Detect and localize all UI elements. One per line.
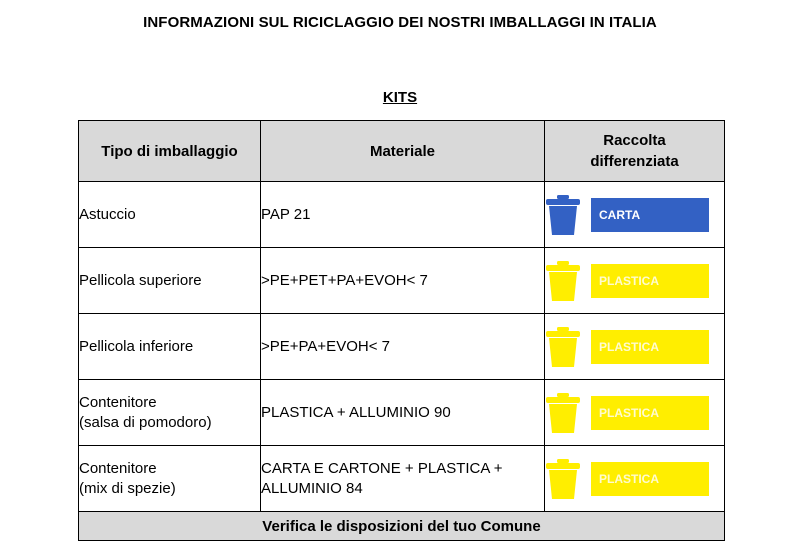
packaging-type: Pellicola inferiore <box>79 337 194 355</box>
blue-trash-bin-icon <box>545 194 581 236</box>
collection-bin <box>545 392 724 434</box>
header-collection <box>545 121 725 182</box>
bin-label: PLASTICA <box>591 462 709 496</box>
material-code-cont: ALLUMINIO 84 <box>261 479 363 497</box>
material-code: >PE+PET+PA+EVOH< 7 <box>261 271 428 289</box>
collection-bin <box>545 458 724 500</box>
material-cell <box>261 380 545 446</box>
material-code: >PE+PA+EVOH< 7 <box>261 337 390 355</box>
collection-cell <box>545 182 725 248</box>
packaging-type: Astuccio <box>79 205 136 223</box>
material-cell <box>261 248 545 314</box>
header-material: Materiale <box>261 121 545 182</box>
material-cell <box>261 182 545 248</box>
collection-cell <box>545 380 725 446</box>
header-collection-line1: Raccolta <box>603 132 666 149</box>
collection-cell <box>545 446 725 512</box>
bin-label: CARTA <box>591 198 709 232</box>
collection-cell <box>545 314 725 380</box>
packaging-type-cell <box>79 380 261 446</box>
table-header-row <box>79 121 725 182</box>
packaging-type-detail: (salsa di pomodoro) <box>79 413 212 431</box>
packaging-type: Pellicola superiore <box>79 271 202 289</box>
material-code: PLASTICA + ALLUMINIO 90 <box>261 403 451 421</box>
table-footer-row <box>79 512 725 541</box>
packaging-type: Contenitore <box>79 459 157 477</box>
collection-bin <box>545 260 724 302</box>
collection-bin <box>545 326 724 368</box>
packaging-type: Contenitore <box>79 393 157 411</box>
material-cell <box>261 446 545 512</box>
collection-bin <box>545 194 724 236</box>
page-title: INFORMAZIONI SUL RICICLAGGIO DEI NOSTRI IMBALLAGGI IN ITALIA <box>143 14 657 31</box>
section-title <box>0 89 800 106</box>
yellow-trash-bin-icon <box>545 260 581 302</box>
packaging-type-cell <box>79 248 261 314</box>
material-cell <box>261 314 545 380</box>
bin-label: PLASTICA <box>591 396 709 430</box>
material-code: PAP 21 <box>261 205 311 223</box>
yellow-trash-bin-icon <box>545 458 581 500</box>
table-row <box>79 380 725 446</box>
table-row <box>79 446 725 512</box>
material-code: CARTA E CARTONE + PLASTICA + <box>261 459 503 477</box>
yellow-trash-bin-icon <box>545 392 581 434</box>
packaging-type-detail: (mix di spezie) <box>79 479 176 497</box>
packaging-type-cell <box>79 446 261 512</box>
header-collection-line2: differenziata <box>590 153 679 170</box>
yellow-trash-bin-icon <box>545 326 581 368</box>
packaging-type-cell <box>79 314 261 380</box>
table-row <box>79 248 725 314</box>
table-row <box>79 314 725 380</box>
footer-note: Verifica le disposizioni del tuo Comune <box>79 512 725 541</box>
header-packaging-type: Tipo di imballaggio <box>79 121 261 182</box>
collection-cell <box>545 248 725 314</box>
recycling-table <box>78 120 725 541</box>
section-title-text: KITS <box>382 89 418 106</box>
bin-label: PLASTICA <box>591 264 709 298</box>
table-row <box>79 182 725 248</box>
bin-label: PLASTICA <box>591 330 709 364</box>
packaging-type-cell <box>79 182 261 248</box>
